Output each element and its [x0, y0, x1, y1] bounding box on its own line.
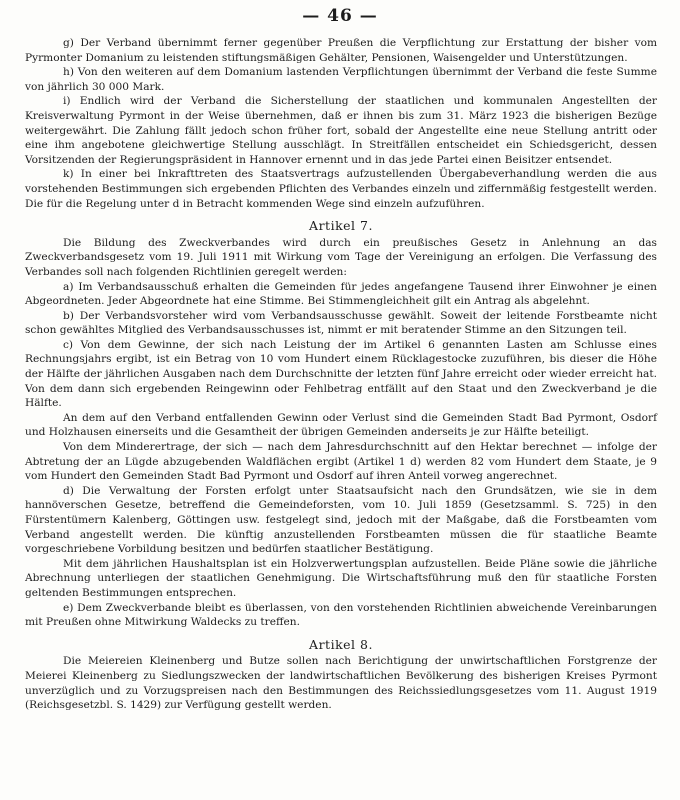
paragraph-g: g) Der Verband übernimmt ferner gegenüber Preußen die Verpflichtung zur Erstattung der bisher vom Pyrmonter Domanium zu leistenden stiftungsmäßigen Gehälter, Pensionen, Waisengelder und Unterstützungen. [25, 37, 657, 64]
paragraph-i: i) Endlich wird der Verband die Sicherstellung der staatlichen und kommunalen Angestellten der Kreisverwaltung Pyrmont in der Weise übernehmen, daß er ihnen bis zum 31. März 1923 die bisherigen Bezüge weitergewährt. Die Zahlung fällt jedoch schon früher fort, sobald der Angestellte eine neue Stellung antritt oder eine ihm angebotene gleichwertige Stellung ausschlägt. In Streitfällen entscheidet ein Schiedsgericht, dessen Vorsitzenden der Regierungspräsident in Hannover ernennt und in das jede Partei einen Beisitzer entsendet. [25, 95, 657, 166]
paragraph-h: h) Von den weiteren auf dem Domanium lastenden Verpflichtungen übernimmt der Verband die feste Summe von jährlich 30 000 Mark. [25, 66, 657, 93]
paragraph-k: k) In einer bei Inkrafttreten des Staatsvertrags aufzustellenden Übergabeverhandlung werden die aus vorstehenden Bestimmungen sich ergebenden Pflichten des Verbandes einzeln und ziffernmäßig festgestellt werden. Die für die Regelung unter d in Betracht kommenden Wege sind einzeln aufzuführen. [25, 168, 657, 210]
document-body [25, 36, 657, 713]
article-7-paragraph-c: c) Von dem Gewinne, der sich nach Leistung der im Artikel 6 genannten Lasten am Schlusse eines Rechnungsjahrs ergibt, ist ein Betrag von 10 vom Hundert einem Rücklagestocke zuzuführen, bis dieser die Höhe der Hälfte der jährlichen Ausgaben nach dem Durchschnitte der letzten fünf Jahre erreicht oder wieder erreicht hat. Von dem dann sich ergebenden Reingewinn oder Fehlbetrag entfällt auf den Staat und den Zweckverband je die Hälfte. [25, 338, 657, 410]
article-7-heading: Artikel 7. [309, 218, 373, 234]
article-7-paragraph-e: e) Dem Zweckverbande bleibt es überlassen, von den vorstehenden Richtlinien abweichende Vereinbarungen mit Preußen ohne Mitwirkung Waldecks zu treffen. [25, 601, 657, 629]
article-7-paragraph-b: b) Der Verbandsvorsteher wird vom Verbandsausschusse gewählt. Soweit der leitende Forstbeamte nicht schon gewähltes Mitglied des Verbandsausschusses ist, nimmt er mit beratender Stimme an den Sitzungen teil. [25, 309, 657, 337]
article-7-paragraph-c-reduction: Von dem Minderertrage, der sich — nach dem Jahresdurchschnitt auf den Hektar berechnet — infolge der Abtretung der an Lügde abzugebenden Waldflächen ergibt (Artikel 1 d) werden 82 vom Hundert dem Staate, je 9 vom Hundert den Gemeinden Stadt Bad Pyrmont und Osdorf auf ihren Anteil vorweg angerechnet. [25, 441, 657, 483]
page-number: — 46 — [302, 6, 378, 26]
article-7-intro: Die Bildung des Zweckverbandes wird durch ein preußisches Gesetz in Anlehnung an das Zweckverbandsgesetz vom 19. Juli 1911 mit Wirkung vom Tage der Vereinigung an erfolgen. Die Verfassung des Verbandes soll nach folgenden Richtlinien geregelt werden: [25, 236, 657, 278]
article-7-paragraph-c-share: An dem auf den Verband entfallenden Gewinn oder Verlust sind die Gemeinden Stadt Bad Pyrmont, Osdorf und Holzhausen einerseits und die Gesamtheit der übrigen Gemeinden anderseits je zur Hälfte beteiligt. [25, 411, 657, 439]
article-8-heading: Artikel 8. [309, 636, 373, 652]
article-7-paragraph-d: d) Die Verwaltung der Forsten erfolgt unter Staatsaufsicht nach den Grundsätzen, wie sie in dem hannöverschen Gesetze, betreffend die Gemeindeforsten, vom 10. Juli 1859 (Gesetzsamml. S. 725) in den Fürstentümern Kalenberg, Göttingen usw. festgelegt sind, jedoch mit der Maßgabe, daß die Forstbeamten vom Verband angestellt werden. Die künftig anzustellenden Forstbeamten müssen die für staatliche Beamte vorgeschriebene Vorbildung besitzen und bedürfen staatlicher Bestätigung. [25, 484, 657, 556]
article-7-paragraph-a: a) Im Verbandsausschuß erhalten die Gemeinden für jedes angefangene Tausend ihrer Einwohner je einen Abgeordneten. Jeder Abgeordnete hat eine Stimme. Bei Stimmengleichheit gilt ein Antrag als abgelehnt. [25, 280, 657, 308]
article-8-paragraph: Die Meiereien Kleinenberg und Butze sollen nach Berichtigung der unwirtschaftlichen Forstgrenze der Meierei Kleinenberg zu Siedlungszwecken der landwirtschaftlichen Bevölkerung des bisherigen Kreises Pyrmont unverzüglich und zu Vorzugspreisen nach den Bestimmungen des Reichssiedlungsgesetzes vom 11. August 1919 (Reichsgesetzbl. S. 1429) zur Verfügung gestellt werden. [25, 655, 657, 712]
article-7-paragraph-d-budget: Mit dem jährlichen Haushaltsplan ist ein Holzverwertungsplan aufzustellen. Beide Pläne sowie die jährliche Abrechnung unterliegen der staatlichen Genehmigung. Die Wirtschaftsführung muß den für staatliche Forsten geltenden Bestimmungen entsprechen. [25, 557, 657, 599]
